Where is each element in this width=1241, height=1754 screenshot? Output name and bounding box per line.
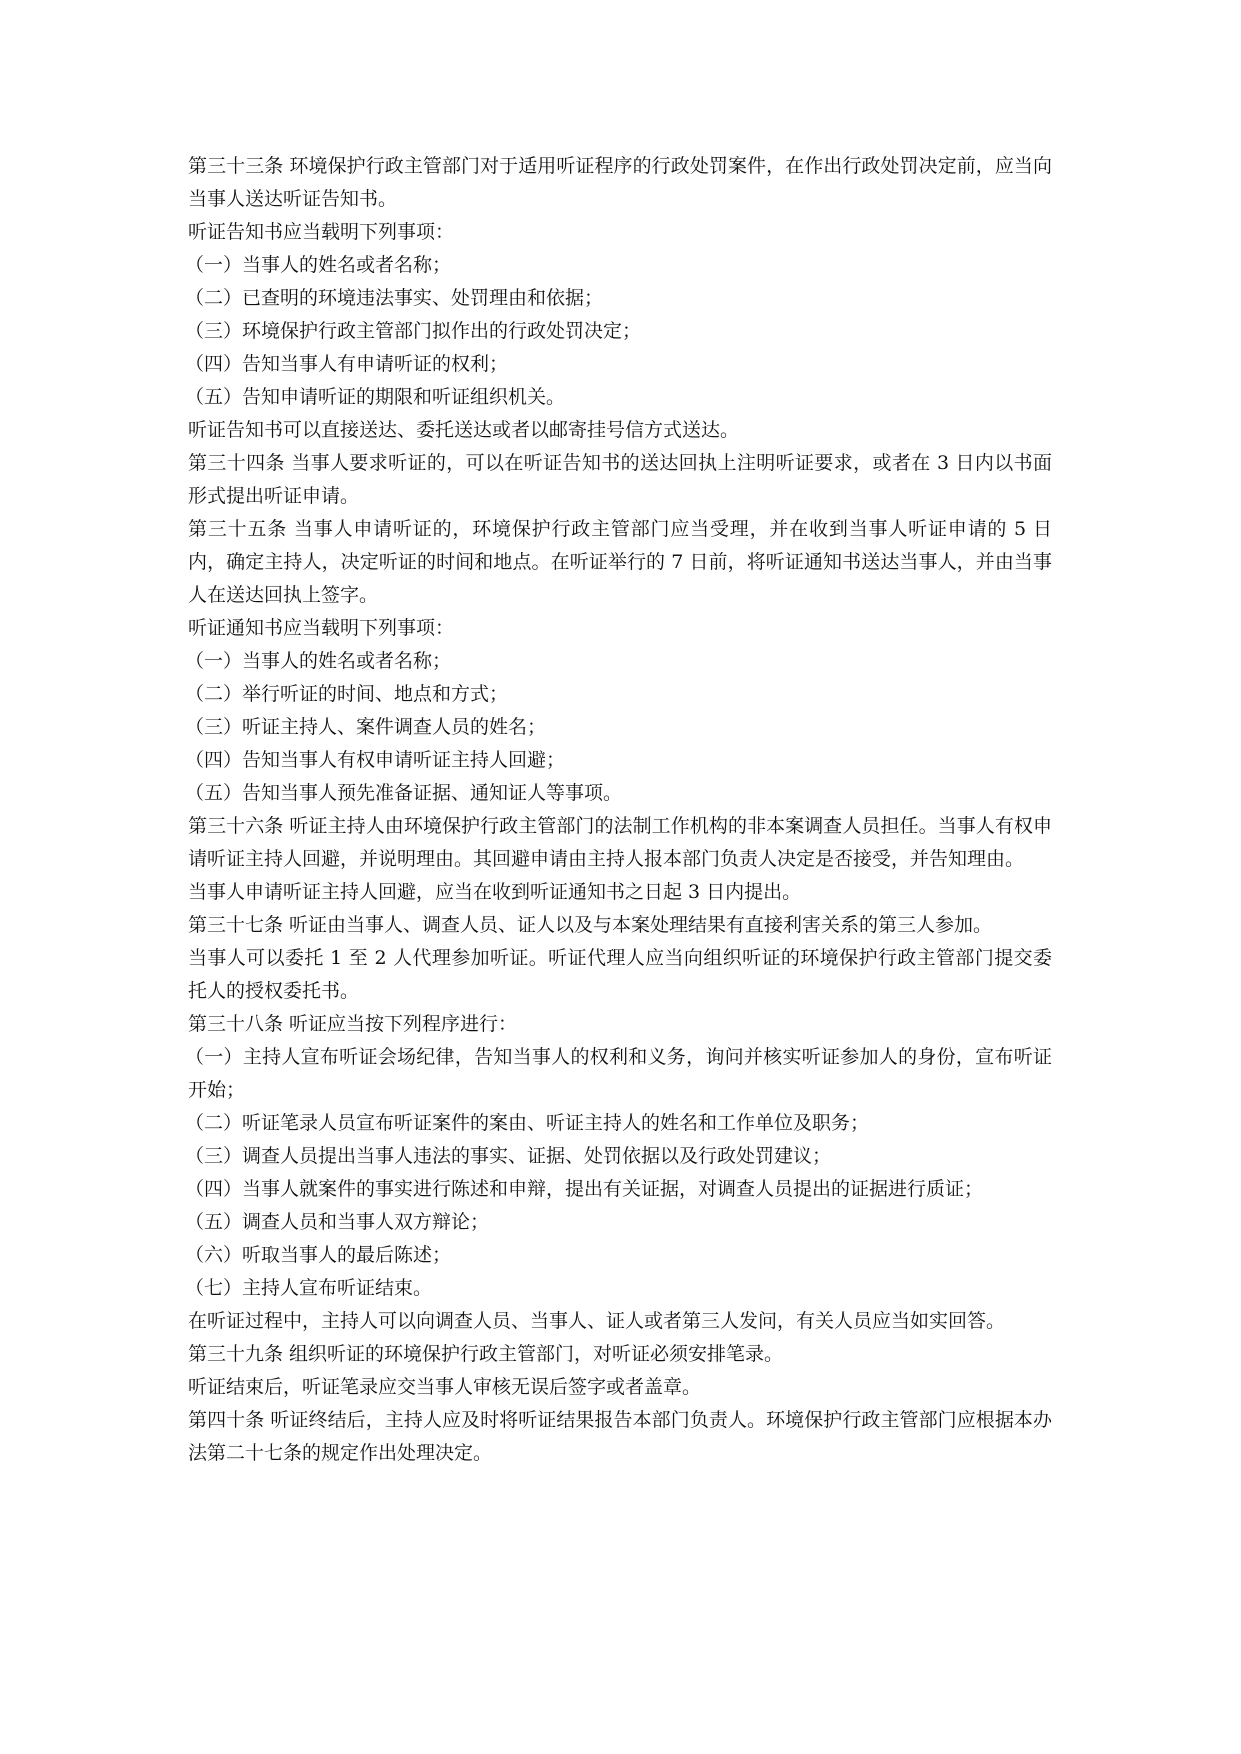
article-33-text: 第三十三条 环境保护行政主管部门对于适用听证程序的行政处罚案件，在作出行政处罚决定前，应当向当事人送达听证告知书。	[188, 155, 1052, 210]
questioning-text: 在听证过程中，主持人可以向调查人员、当事人、证人或者第三人发问，有关人员应当如实回答。	[188, 1310, 1006, 1332]
notice-items-heading: 听证告知书应当载明下列事项：	[188, 221, 455, 243]
list-item: （三）听证主持人、案件调查人员的姓名；	[185, 716, 547, 738]
list-item: （五）调查人员和当事人双方辩论；	[185, 1211, 490, 1233]
list-item: （一）当事人的姓名或者名称；	[185, 254, 452, 276]
article-37-text: 第三十七条 听证由当事人、调查人员、证人以及与本案处理结果有直接利害关系的第三人参加。	[188, 914, 993, 936]
list-item: （一）当事人的姓名或者名称；	[185, 650, 452, 672]
article-34-text: 第三十四条 当事人要求听证的，可以在听证告知书的送达回执上注明听证要求，或者在 3 日内以书面形式提出听证申请。	[188, 452, 1052, 507]
list-item: （四）告知当事人有权申请听证主持人回避；	[185, 749, 566, 771]
agent-delegation-text: 当事人可以委托 1 至 2 人代理参加听证。听证代理人应当向组织听证的环境保护行政主管部门提交委托人的授权委托书。	[188, 947, 1052, 1002]
list-item: （五）告知当事人预先准备证据、通知证人等事项。	[185, 782, 623, 804]
article-38-text: 第三十八条 听证应当按下列程序进行：	[188, 1013, 518, 1035]
list-item: （六）听取当事人的最后陈述；	[185, 1244, 452, 1266]
recusal-deadline-text: 当事人申请听证主持人回避，应当在收到听证通知书之日起 3 日内提出。	[188, 881, 802, 903]
delivery-methods-text: 听证告知书可以直接送达、委托送达或者以邮寄挂号信方式送达。	[188, 419, 740, 441]
record-signing-text: 听证结束后，听证笔录应交当事人审核无误后签字或者盖章。	[188, 1376, 702, 1398]
list-item: （二）举行听证的时间、地点和方式；	[185, 683, 509, 705]
article-40-text: 第四十条 听证终结后，主持人应及时将听证结果报告本部门负责人。环境保护行政主管部门应根据本办法第二十七条的规定作出处理决定。	[188, 1409, 1052, 1464]
article-36-text: 第三十六条 听证主持人由环境保护行政主管部门的法制工作机构的非本案调查人员担任。当事人有权申请听证主持人回避，并说明理由。其回避申请由主持人报本部门负责人决定是否接受，并告知理由。	[188, 815, 1052, 870]
list-item: （四）当事人就案件的事实进行陈述和申辩，提出有关证据，对调查人员提出的证据进行质证；	[185, 1178, 984, 1200]
article-35-text: 第三十五条 当事人申请听证的，环境保护行政主管部门应当受理，并在收到当事人听证申请的 5 日内，确定主持人，决定听证的时间和地点。在听证举行的 7 日前，将听证通知书送达当事人，并由当事人在送达回执上签字。	[188, 518, 1052, 606]
hearing-notice-items-heading: 听证通知书应当载明下列事项：	[188, 617, 455, 639]
list-item: （一）主持人宣布听证会场纪律，告知当事人的权利和义务，询问并核实听证参加人的身份，宣布听证开始；	[185, 1046, 1052, 1101]
article-39-text: 第三十九条 组织听证的环境保护行政主管部门，对听证必须安排笔录。	[188, 1343, 784, 1365]
list-item: （二）听证笔录人员宣布听证案件的案由、听证主持人的姓名和工作单位及职务；	[185, 1112, 870, 1134]
list-item: （三）环境保护行政主管部门拟作出的行政处罚决定；	[185, 320, 642, 342]
list-item: （四）告知当事人有申请听证的权利；	[185, 353, 509, 375]
document-body	[185, 150, 1052, 1470]
list-item: （七）主持人宣布听证结束。	[185, 1277, 433, 1299]
list-item: （三）调查人员提出当事人违法的事实、证据、处罚依据以及行政处罚建议；	[185, 1145, 832, 1167]
list-item: （二）已查明的环境违法事实、处罚理由和依据；	[185, 287, 604, 309]
list-item: （五）告知申请听证的期限和听证组织机关。	[185, 386, 566, 408]
